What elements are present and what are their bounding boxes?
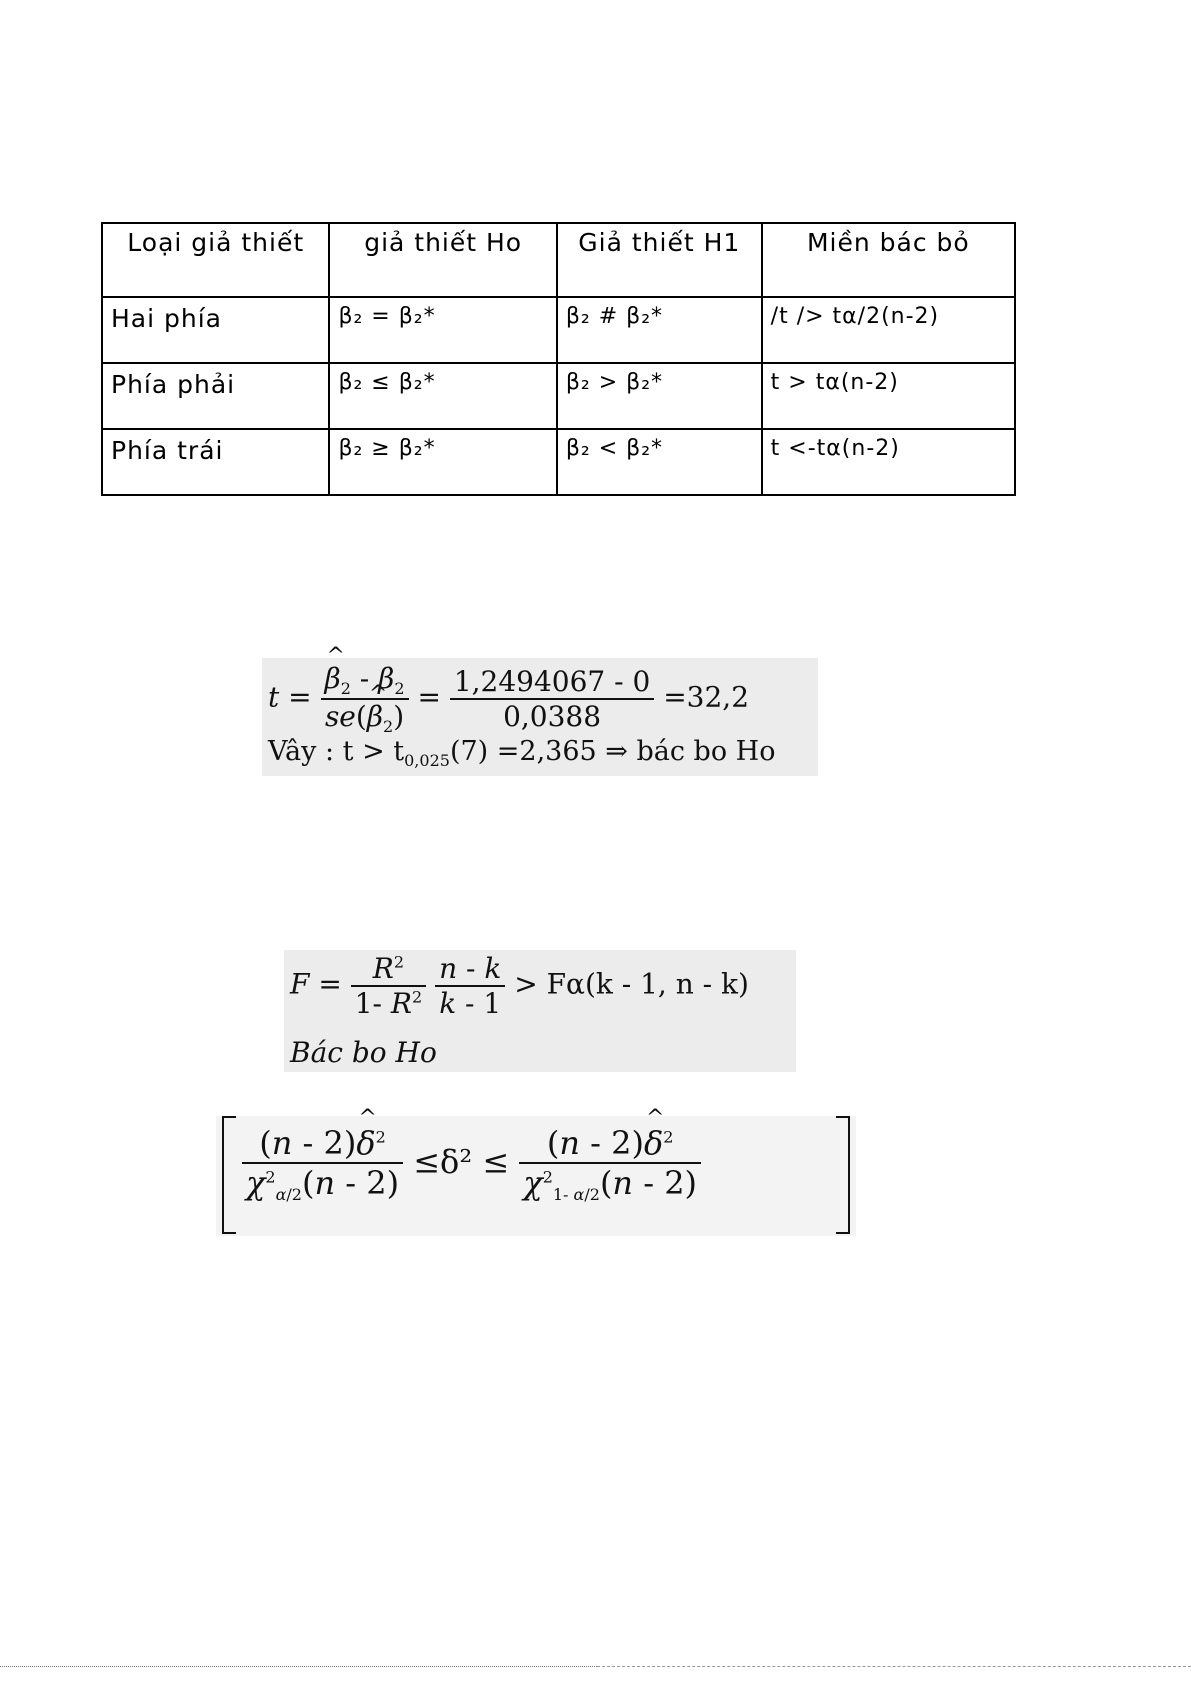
- t-conclusion-prefix: Vây : t > t: [268, 736, 405, 767]
- right-bracket: [836, 1116, 850, 1234]
- row-h0: β₂ = β₂*: [329, 297, 556, 363]
- row-region: t <-tα(n-2): [762, 429, 1015, 495]
- row-type: Phía phải: [102, 363, 329, 429]
- ci-lower-fraction: $\frac{(n - 2)\^{} \delta^2}{\chi^2\alpha/2(n - 2)}$: [242, 1124, 403, 1204]
- t-formula-equation: t = ^ $\frac{\beta_2 - \beta_2}{se(\^{} \beta_2)}$ = $\frac{1,2494067 - 0}{0,0388}$ =32,2: [268, 662, 749, 736]
- row-h1: β₂ # β₂*: [557, 297, 762, 363]
- t-denominator-value: 0,0388: [450, 698, 655, 733]
- ci-upper-fraction: $\frac{(n - 2)\^{} \delta^2}{\chi^21- \alpha/2(n - 2)}$: [519, 1124, 701, 1204]
- left-bracket: [222, 1116, 236, 1234]
- t-formula-numeric-fraction: [450, 665, 655, 733]
- f-conclusion: Bác bo Ho: [290, 1036, 437, 1069]
- header-h1: Giả thiết H1: [557, 223, 762, 297]
- header-rejection-region: Miền bác bỏ: [762, 223, 1015, 297]
- f-formula-r2-fraction: $\frac{R^2}{1- R^2}$: [351, 952, 426, 1020]
- footer-divider-dashed: [597, 1666, 1191, 1667]
- t-numerator-value: 1,2494067 - 0: [453, 665, 651, 698]
- f-formula-rhs: > Fα(k - 1, n - k): [514, 967, 749, 1001]
- variance-confidence-interval: [216, 1116, 856, 1236]
- table-row: [102, 363, 1015, 429]
- f-formula-dof-fraction: $\frac{n - k}{k - 1}$: [435, 952, 505, 1020]
- row-h1: β₂ > β₂*: [557, 363, 762, 429]
- table-row: [102, 429, 1015, 495]
- row-region: t > tα(n-2): [762, 363, 1015, 429]
- t-result: =32,2: [663, 680, 750, 714]
- row-region: /t /> tα/2(n-2): [762, 297, 1015, 363]
- table-row: [102, 297, 1015, 363]
- row-h0: β₂ ≥ β₂*: [329, 429, 556, 495]
- header-hypothesis-type: Loại giả thiết: [102, 223, 329, 297]
- row-type: Phía trái: [102, 429, 329, 495]
- t-formula-symbolic-fraction: ^ $\frac{\beta_2 - \beta_2}{se(\^{} \beta_2)}$: [321, 662, 409, 736]
- f-statistic-formula: [284, 950, 796, 1072]
- t-conclusion-sub: 0,025: [404, 751, 450, 770]
- ci-expression: [242, 1124, 701, 1204]
- row-h1: β₂ < β₂*: [557, 429, 762, 495]
- t-statistic-formula: [262, 658, 818, 776]
- table-header-row: [102, 223, 1015, 297]
- ci-middle: ≤δ² ≤: [413, 1142, 510, 1181]
- hypothesis-table: [101, 222, 1016, 496]
- row-h0: β₂ ≤ β₂*: [329, 363, 556, 429]
- t-conclusion: [268, 736, 775, 770]
- header-h0: giả thiết Ho: [329, 223, 556, 297]
- footer-divider: [0, 1666, 597, 1667]
- f-formula-equation: F = $\frac{R^2}{1- R^2}$ $\frac{n - k}{k - 1}$ > Fα(k - 1, n - k): [290, 952, 749, 1020]
- t-conclusion-suffix: (7) =2,365 ⇒ bác bo Ho: [449, 736, 776, 767]
- row-type: Hai phía: [102, 297, 329, 363]
